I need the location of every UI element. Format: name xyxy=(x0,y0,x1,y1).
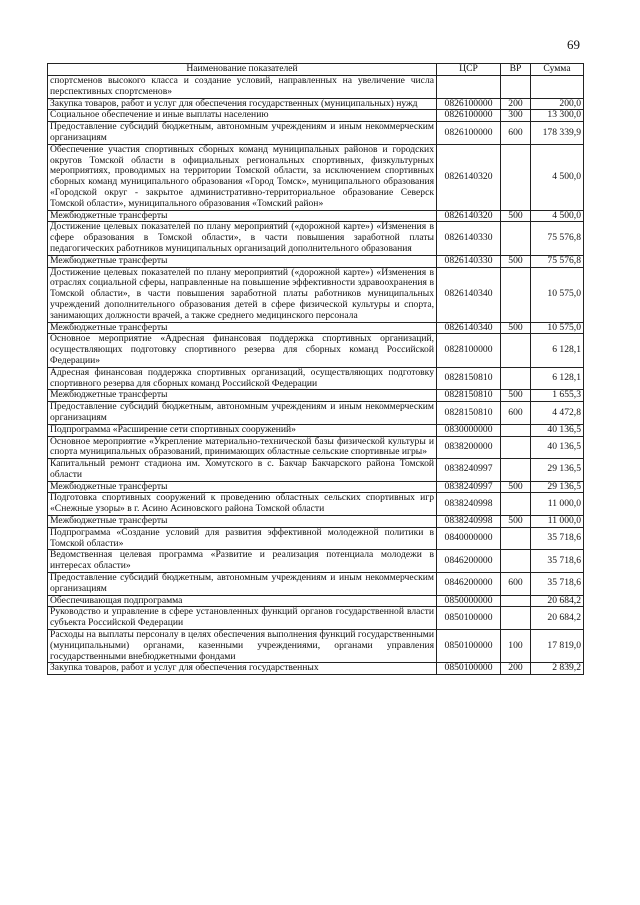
row-name: Межбюджетные трансферты xyxy=(48,322,437,334)
row-vr xyxy=(501,334,531,367)
row-sum: 13 300,0 xyxy=(531,110,584,122)
table-row xyxy=(48,367,584,390)
row-sum: 35 718,6 xyxy=(531,550,584,573)
row-name: Межбюджетные трансферты xyxy=(48,390,437,402)
row-code: 0838240998 xyxy=(437,493,501,516)
row-name: Межбюджетные трансферты xyxy=(48,255,437,267)
row-code: 0846200000 xyxy=(437,573,501,596)
row-vr xyxy=(501,367,531,390)
row-vr xyxy=(501,424,531,436)
row-sum: 10 575,0 xyxy=(531,322,584,334)
row-sum: 178 339,9 xyxy=(531,122,584,145)
row-sum: 4 472,8 xyxy=(531,402,584,425)
row-name: Межбюджетные трансферты xyxy=(48,210,437,222)
row-sum: 1 655,3 xyxy=(531,390,584,402)
row-sum: 6 128,1 xyxy=(531,367,584,390)
table-row xyxy=(48,402,584,425)
row-code: 0826100000 xyxy=(437,122,501,145)
row-name: Подпрограмма «Создание условий для развития эффективной молодежной политики в Томской области» xyxy=(48,527,437,550)
table-row xyxy=(48,436,584,459)
row-name: Адресная финансовая поддержка спортивных организаций, осуществляющих подготовку спортивного резерва для сборных команд Российской Федерации xyxy=(48,367,437,390)
table-row xyxy=(48,630,584,663)
row-code: 0826140330 xyxy=(437,222,501,255)
row-name: Закупка товаров, работ и услуг для обеспечения государственных (муниципальных) нужд xyxy=(48,98,437,110)
row-vr: 500 xyxy=(501,390,531,402)
table-row xyxy=(48,255,584,267)
row-name: спортсменов высокого класса и создание условий, направленных на увеличение числа перспективных спортсменов» xyxy=(48,76,437,99)
row-vr: 500 xyxy=(501,516,531,528)
row-name: Расходы на выплаты персоналу в целях обеспечения выполнения функций государственными (муниципальными) органами, казенными учреждениями, органами управления государственными внебюджетными фондами xyxy=(48,630,437,663)
row-sum: 40 136,5 xyxy=(531,424,584,436)
row-vr xyxy=(501,436,531,459)
row-vr: 200 xyxy=(501,663,531,675)
row-sum: 17 819,0 xyxy=(531,630,584,663)
row-vr xyxy=(501,607,531,630)
table-row xyxy=(48,481,584,493)
row-code: 0838200000 xyxy=(437,436,501,459)
table-row xyxy=(48,459,584,482)
row-vr: 600 xyxy=(501,402,531,425)
row-name: Предоставление субсидий бюджетным, автономным учреждениям и иным некоммерческим организациям xyxy=(48,402,437,425)
row-code: 0826100000 xyxy=(437,98,501,110)
header-vr: ВР xyxy=(501,64,531,76)
row-code: 0840000000 xyxy=(437,527,501,550)
row-name: Подпрограмма «Расширение сети спортивных сооружений» xyxy=(48,424,437,436)
row-sum: 29 136,5 xyxy=(531,481,584,493)
row-sum: 29 136,5 xyxy=(531,459,584,482)
row-code: 0850100000 xyxy=(437,630,501,663)
row-code: 0826140340 xyxy=(437,322,501,334)
row-vr xyxy=(501,595,531,607)
row-vr xyxy=(501,550,531,573)
row-sum: 4 500,0 xyxy=(531,210,584,222)
row-name: Предоставление субсидий бюджетным, автономным учреждениям и иным некоммерческим организациям xyxy=(48,122,437,145)
row-vr: 600 xyxy=(501,122,531,145)
row-code xyxy=(437,76,501,99)
table-row xyxy=(48,144,584,210)
row-sum: 11 000,0 xyxy=(531,516,584,528)
row-sum: 20 684,2 xyxy=(531,607,584,630)
row-sum: 10 575,0 xyxy=(531,267,584,322)
table-row xyxy=(48,267,584,322)
row-name: Ведомственная целевая программа «Развитие и реализация потенциала молодежи в интересах области» xyxy=(48,550,437,573)
row-vr xyxy=(501,459,531,482)
table-header-row xyxy=(48,64,584,76)
page-number: 69 xyxy=(567,37,580,52)
row-name: Обеспечение участия спортивных сборных команд муниципальных районов и городских округов Томской области в официальных региональных спортивных, физкультурных мероприятиях, проводимых на территории Томской области, за исключением спортивных сборных команд муниципального образования «Город Томск», муниципального образования «Городской округ - закрытое административно-территориальное образование Северск Томской области», муниципального образования «Томский район» xyxy=(48,144,437,210)
row-code: 0826140320 xyxy=(437,210,501,222)
row-code: 0826140330 xyxy=(437,255,501,267)
row-code: 0826140320 xyxy=(437,144,501,210)
row-name: Достижение целевых показателей по плану мероприятий («дорожной карте») «Изменения в отраслях социальной сферы, направленные на повышение эффективности здравоохранения в Томской области», в части повышения заработной платы работников муниципальных учреждений дополнительного образования детей в сфере физической культуры и спорта, занимающих должности врачей, а также среднего медицинского персонала xyxy=(48,267,437,322)
table-row xyxy=(48,550,584,573)
table-row xyxy=(48,76,584,99)
row-name: Капитальный ремонт стадиона им. Хомутского в с. Бакчар Бакчарского района Томской области xyxy=(48,459,437,482)
row-vr: 500 xyxy=(501,481,531,493)
row-code: 0828150810 xyxy=(437,367,501,390)
table-row xyxy=(48,334,584,367)
row-code: 0838240997 xyxy=(437,459,501,482)
table-row xyxy=(48,516,584,528)
row-vr xyxy=(501,76,531,99)
table-row xyxy=(48,663,584,675)
row-sum: 11 000,0 xyxy=(531,493,584,516)
header-code: ЦСР xyxy=(437,64,501,76)
header-name: Наименование показателей xyxy=(48,64,437,76)
row-name: Межбюджетные трансферты xyxy=(48,481,437,493)
row-sum: 4 500,0 xyxy=(531,144,584,210)
row-vr xyxy=(501,144,531,210)
row-sum: 20 684,2 xyxy=(531,595,584,607)
row-vr xyxy=(501,222,531,255)
row-code: 0850000000 xyxy=(437,595,501,607)
row-sum: 35 718,6 xyxy=(531,527,584,550)
header-sum: Сумма xyxy=(531,64,584,76)
row-sum: 35 718,6 xyxy=(531,573,584,596)
row-code: 0846200000 xyxy=(437,550,501,573)
row-name: Достижение целевых показателей по плану мероприятий («дорожной карте») «Изменения в сфере образования в Томской области», в части повышения заработной платы педагогических работников муниципальных организаций дополнительного образования xyxy=(48,222,437,255)
row-code: 0850100000 xyxy=(437,663,501,675)
row-name: Межбюджетные трансферты xyxy=(48,516,437,528)
row-sum: 200,0 xyxy=(531,98,584,110)
table-row xyxy=(48,573,584,596)
row-sum: 40 136,5 xyxy=(531,436,584,459)
row-vr: 500 xyxy=(501,255,531,267)
budget-table xyxy=(47,63,584,675)
table-body xyxy=(48,76,584,675)
row-vr xyxy=(501,493,531,516)
row-code: 0850100000 xyxy=(437,607,501,630)
table-row xyxy=(48,493,584,516)
table-row xyxy=(48,98,584,110)
table-row xyxy=(48,122,584,145)
table-row xyxy=(48,110,584,122)
row-name: Основное мероприятие «Адресная финансовая поддержка спортивных организаций, осуществляющих подготовку спортивного резерва для сборных команд Российской Федерации» xyxy=(48,334,437,367)
row-sum: 75 576,8 xyxy=(531,222,584,255)
table-row xyxy=(48,222,584,255)
table-row xyxy=(48,322,584,334)
row-vr xyxy=(501,267,531,322)
row-vr: 200 xyxy=(501,98,531,110)
row-vr: 500 xyxy=(501,322,531,334)
row-code: 0830000000 xyxy=(437,424,501,436)
row-name: Обеспечивающая подпрограмма xyxy=(48,595,437,607)
row-sum xyxy=(531,76,584,99)
row-code: 0828150810 xyxy=(437,390,501,402)
row-name: Социальное обеспечение и иные выплаты населению xyxy=(48,110,437,122)
row-code: 0838240997 xyxy=(437,481,501,493)
row-sum: 75 576,8 xyxy=(531,255,584,267)
row-name: Закупка товаров, работ и услуг для обеспечения государственных xyxy=(48,663,437,675)
row-vr: 600 xyxy=(501,573,531,596)
row-vr xyxy=(501,527,531,550)
table-row xyxy=(48,607,584,630)
table-row xyxy=(48,527,584,550)
row-code: 0826140340 xyxy=(437,267,501,322)
row-name: Подготовка спортивных сооружений к проведению областных сельских спортивных игр «Снежные узоры» в г. Асино Асиновского района Томской области xyxy=(48,493,437,516)
table-row xyxy=(48,595,584,607)
row-name: Руководство и управление в сфере установленных функций органов государственной власти субъекта Российской Федерации xyxy=(48,607,437,630)
row-code: 0828100000 xyxy=(437,334,501,367)
row-vr: 500 xyxy=(501,210,531,222)
row-name: Предоставление субсидий бюджетным, автономным учреждениям и иным некоммерческим организациям xyxy=(48,573,437,596)
row-sum: 6 128,1 xyxy=(531,334,584,367)
row-code: 0838240998 xyxy=(437,516,501,528)
row-vr: 300 xyxy=(501,110,531,122)
row-code: 0826100000 xyxy=(437,110,501,122)
table-row xyxy=(48,210,584,222)
table-row xyxy=(48,390,584,402)
row-sum: 2 839,2 xyxy=(531,663,584,675)
row-name: Основное мероприятие «Укрепление материально-технической базы физической культуры и спорта муниципальных образований, принимающих областные сельские спортивные игры» xyxy=(48,436,437,459)
row-vr: 100 xyxy=(501,630,531,663)
row-code: 0828150810 xyxy=(437,402,501,425)
table-row xyxy=(48,424,584,436)
